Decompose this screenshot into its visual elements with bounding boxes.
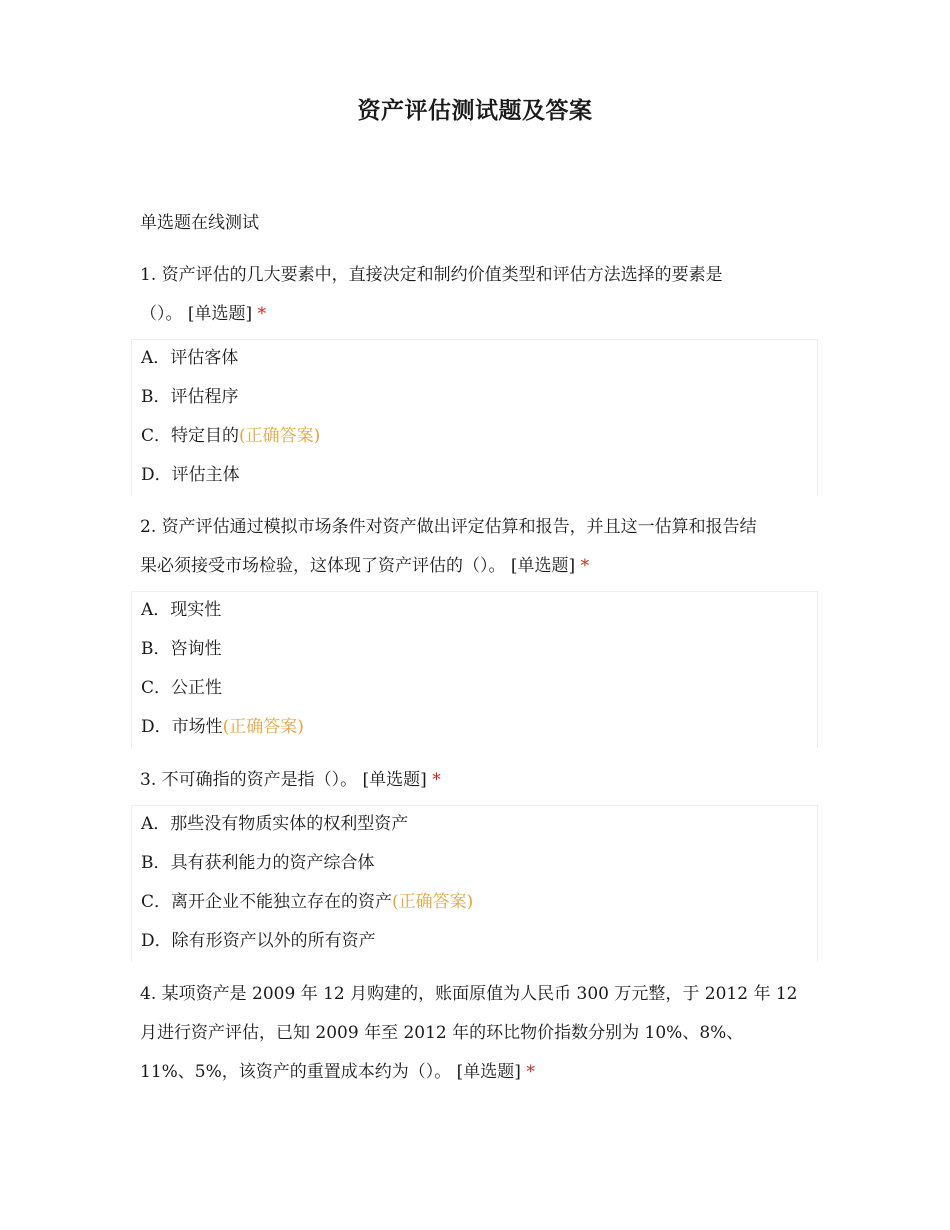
option-item[interactable] [132,379,817,418]
options-list [131,591,818,748]
options-list [131,805,818,962]
option-text: D．市场性 [141,717,223,737]
option-text: C．离开企业不能独立存在的资产 [141,892,393,912]
correct-answer-tag: (正确答案) [239,426,321,446]
question-text: （）。 [单选题] [140,304,253,324]
question-text-line [140,256,820,295]
question-text: 2. 资产评估通过模拟市场条件对资产做出评定估算和报告，并且这一估算和报告结 [140,517,757,537]
question-text-line [140,1014,820,1053]
question-text: 月进行资产评估，已知 2009 年至 2012 年的环比物价指数分别为 10%、8%、 [140,1023,744,1043]
section-title: 单选题在线测试 [140,213,259,233]
option-item[interactable] [132,709,817,748]
question-text-line [140,547,820,586]
question-text: 4. 某项资产是 2009 年 12 月购建的，账面原值为人民币 300 万元整，于 2012 年 12 [140,984,798,1004]
option-text: C．特定目的 [141,426,240,446]
question-text-line [140,508,820,547]
option-item[interactable] [132,457,817,496]
option-text: B．评估程序 [141,387,239,407]
option-item[interactable] [132,845,817,884]
option-text: B．具有获利能力的资产综合体 [141,853,375,873]
correct-answer-tag: (正确答案) [392,892,474,912]
correct-answer-tag: (正确答案) [222,717,304,737]
document-title: 资产评估测试题及答案 [357,98,593,124]
option-item[interactable] [132,670,817,709]
question-text: 果必须接受市场检验，这体现了资产评估的（）。 [单选题] [140,556,576,576]
option-item[interactable] [132,340,817,379]
question-text-line [140,1053,820,1092]
question-text: 1. 资产评估的几大要素中，直接决定和制约价值类型和评估方法选择的要素是 [140,265,723,285]
required-mark: * [432,770,441,790]
option-text: D．除有形资产以外的所有资产 [141,931,376,951]
question-text: 11%、5%，该资产的重置成本约为（）。 [单选题] [140,1062,521,1082]
option-item[interactable] [132,418,817,457]
option-item[interactable] [132,631,817,670]
question-2 [140,508,820,586]
question-text: 3. 不可确指的资产是指（）。 [单选题] [140,770,427,790]
option-text: A．现实性 [141,600,222,620]
options-list [131,339,818,496]
option-item[interactable] [132,592,817,631]
required-mark: * [580,556,590,576]
option-text: D．评估主体 [141,465,240,485]
option-item[interactable] [132,884,817,923]
question-text-line [140,295,820,334]
question-text-line [140,975,820,1014]
option-text: A．评估客体 [141,348,239,368]
question-3 [140,761,820,800]
question-1 [140,256,820,334]
required-mark: * [526,1062,535,1082]
option-text: A．那些没有物质实体的权利型资产 [141,814,409,834]
option-item[interactable] [132,923,817,962]
required-mark: * [257,304,267,324]
option-item[interactable] [132,806,817,845]
question-4 [140,975,820,1092]
option-text: B．咨询性 [141,639,222,659]
question-text-line [140,761,820,800]
option-text: C．公正性 [141,678,223,698]
